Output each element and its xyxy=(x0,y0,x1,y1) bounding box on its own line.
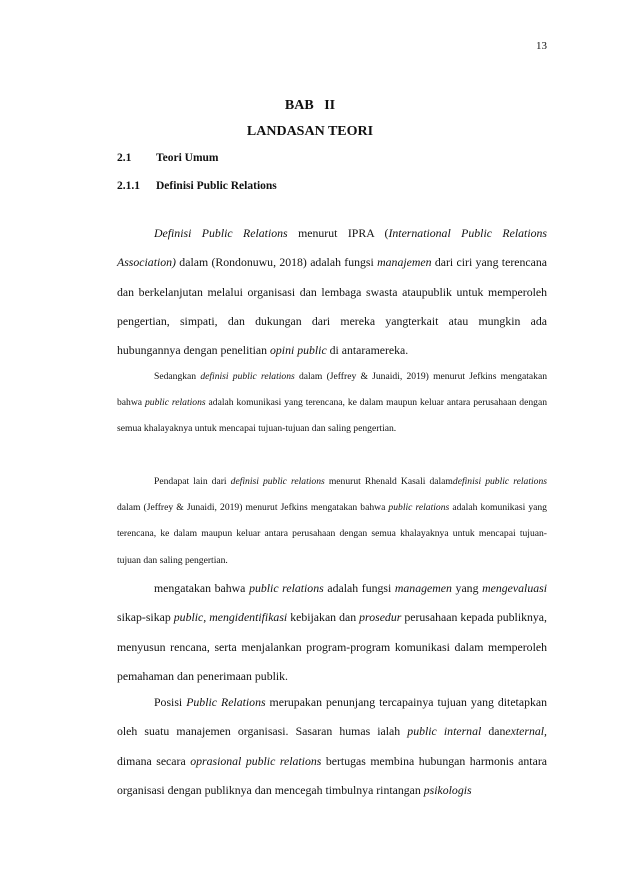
text-span: Pendapat lain dari xyxy=(154,476,231,487)
text-span: adalah komunikasi yang terencana, ke dalam maupun keluar antara perusahaan dengan semua khalayaknya untuk mencapai tujuan-tujuan dan saling pengertian. xyxy=(117,397,547,435)
text-span: Public Relations xyxy=(186,695,266,709)
text-span: dalam (Jeffrey & Junaidi, 2019) menurut Jefkins mengatakan bahwa xyxy=(117,502,389,514)
text-span: kebijakan dan xyxy=(287,610,360,625)
text-span: International Public Relations Association) xyxy=(117,226,547,270)
text-span: public, mengidentifikasi xyxy=(173,610,288,625)
text-span: dan xyxy=(481,724,506,739)
section-heading-2-1 xyxy=(117,152,219,164)
section-number: 2.1 xyxy=(117,152,132,164)
text-span: mengatakan bahwa xyxy=(154,581,250,595)
chapter-number: BAB II xyxy=(284,98,336,113)
text-span: definisi public relations xyxy=(230,476,325,487)
text-span: bertugas membina hubungan harmonis antara organisasi dengan publiknya dan mencegah timbulnya rintangan xyxy=(117,753,547,797)
paragraph-jefkins-definition xyxy=(117,364,547,443)
text-span: definisi public relations xyxy=(200,371,295,382)
text-span: adalah fungsi xyxy=(323,581,395,595)
text-span: di antaramereka. xyxy=(326,343,409,358)
section-heading-2-1-1 xyxy=(117,180,277,192)
text-span: Definisi Public Relations xyxy=(154,226,288,240)
text-span: dalam (Rondonuwu, 2018) adalah fungsi xyxy=(175,255,378,270)
text-span: public relations xyxy=(388,502,450,514)
text-span: prosedur xyxy=(359,610,402,625)
section-title: Definisi Public Relations xyxy=(156,180,277,192)
text-span: dari ciri yang terencana dan berkelanjutan melalui organisasi dan lembaga swasta ataupublik untuk memperoleh pengertian, simpati, dan dukungan dari mereka yangterkait atau mungkin ada hubungannya dengan penelitian xyxy=(117,255,547,358)
text-span: yang xyxy=(451,581,483,595)
paragraph-kasali-definition xyxy=(117,469,547,574)
paragraph-management-function xyxy=(117,574,547,691)
section-title: Teori Umum xyxy=(156,152,219,164)
paragraph-pr-position xyxy=(117,688,547,805)
text-span: public internal xyxy=(407,724,482,739)
section-number: 2.1.1 xyxy=(117,180,140,192)
text-span: adalah komunikasi yang terencana, ke dalam maupun keluar antara perusahaan dengan semua khalayaknya untuk mencapai tujuan-tujuan dan saling pengertian. xyxy=(117,502,547,566)
text-span: mengevaluasi xyxy=(482,581,547,595)
text-span: oprasional public relations xyxy=(190,753,322,768)
text-span: definisi public relations xyxy=(452,476,548,487)
text-span: public relations xyxy=(144,397,206,409)
text-span: managemen xyxy=(394,581,452,595)
text-span: sikap-sikap xyxy=(117,610,174,625)
text-span: merupakan penunjang tercapainya tujuan yang ditetapkan oleh suatu manajemen organisasi. Sasaran humas ialah xyxy=(117,695,547,739)
chapter-title: LANDASAN TEORI xyxy=(246,124,374,139)
text-span: dalam (Jeffrey & Junaidi, 2019) menurut Jefkins mengatakan bahwa xyxy=(117,371,547,409)
text-span: Sedangkan xyxy=(154,371,201,382)
text-span: menurut Rhenald Kasali dalam xyxy=(324,476,453,487)
text-span: Posisi xyxy=(154,695,187,709)
page-number: 13 xyxy=(536,40,547,52)
text-span: psikologis xyxy=(423,782,472,797)
text-span: dimana secara xyxy=(117,753,191,768)
text-span: perusahaan kepada publiknya, menyusun rencana, serta menjalankan program-program komunikasi dalam memperoleh pemahaman dan penerimaan publik. xyxy=(117,610,547,683)
text-span: menurut IPRA ( xyxy=(287,226,389,240)
text-span: public relations xyxy=(249,581,324,595)
text-span: external, xyxy=(505,724,547,739)
text-span: opini public xyxy=(270,343,327,358)
paragraph-ipra-definition xyxy=(117,219,547,365)
text-span: manajemen xyxy=(377,255,432,270)
